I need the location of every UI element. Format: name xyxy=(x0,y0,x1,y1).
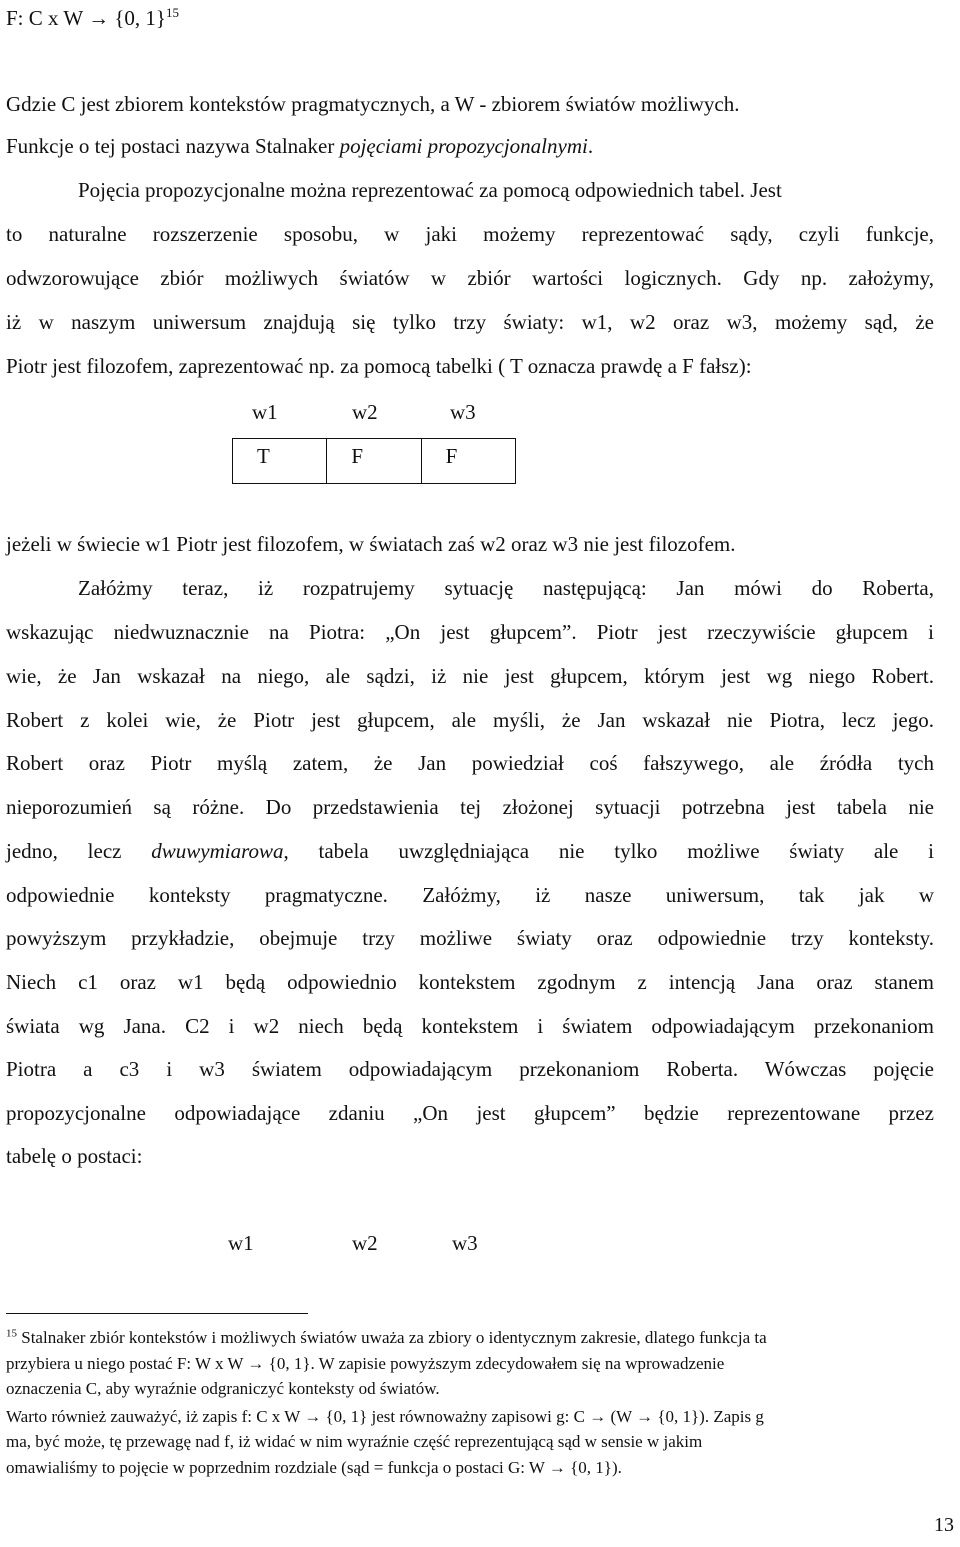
table2-header-w1: w1 xyxy=(228,1231,254,1255)
p2-line-3: odwzorowujące zbiór możliwych światów w zbiór wartości logicznych. Gdy np. założymy, xyxy=(6,266,934,290)
table1-cell-w1: T xyxy=(257,444,270,468)
p2-line-5: Piotr jest filozofem, zaprezentować np. za pomocą tabelki ( T oznacza prawdę a F fałsz): xyxy=(6,354,752,378)
p4-line-2: wskazując niedwuznacznie na Piotra: „On jest głupcem”. Piotr jest rzeczywiście głupcem i xyxy=(6,620,934,644)
p4-line-11: świata wg Jana. C2 i w2 niech będą kontekstem i światem odpowiadającym przekonaniom xyxy=(6,1014,934,1038)
footnote-line-6: omawialiśmy to pojęcie w poprzednim rozdziale (sąd = funkcja o postaci G: W → {0, 1}). xyxy=(6,1458,622,1477)
p4-line-1-text: Załóżmy teraz, iż rozpatrujemy sytuację następującą: Jan mówi do Roberta, xyxy=(78,576,934,600)
p1-line-2-text: Funkcje o tej postaci nazywa Stalnaker xyxy=(6,134,340,158)
p3-line-1: jeżeli w świecie w1 Piotr jest filozofem, w światach zaś w2 oraz w3 nie jest filozofem. xyxy=(6,532,736,556)
table1-cell-w2: F xyxy=(326,439,420,483)
footnote-number: 15 xyxy=(6,1327,17,1340)
p1-line-1: Gdzie C jest zbiorem kontekstów pragmatycznych, a W - zbiorem światów możliwych. xyxy=(6,92,740,116)
table2-header-w2: w2 xyxy=(352,1231,378,1255)
footnote-line-1 xyxy=(6,1326,948,1350)
p1-line-2-end: . xyxy=(587,134,594,158)
footnote-line-5: ma, być może, tę przewagę nad f, iż widać w nim wyraźnie część reprezentującą sąd w sensie w jakim xyxy=(6,1432,703,1451)
p4-line-5: Robert oraz Piotr myślą zatem, że Jan powiedział coś fałszywego, ale źródła tych xyxy=(6,751,934,775)
p2-line-1-text: Pojęcia propozycjonalne można reprezentować za pomocą odpowiednich tabel. Jest xyxy=(78,178,782,202)
footnote-line-2: przybiera u niego postać F: W x W → {0, 1}. W zapisie powyższym zdecydowałem się na wprowadzenie xyxy=(6,1354,725,1373)
table1-header-w3: w3 xyxy=(450,400,476,424)
table2-header-w3: w3 xyxy=(452,1231,478,1255)
emphasis-dwuwymiarowa: dwuwymiarowa xyxy=(151,839,284,863)
p4-line-7-text: jedno, lecz xyxy=(6,839,152,863)
p4-line-4: Robert z kolei wie, że Piotr jest głupcem, ale myśli, że Jan wskazał nie Piotra, lecz jego. xyxy=(6,708,934,732)
truth-value-table xyxy=(232,438,516,484)
p4-line-14: tabelę o postaci: xyxy=(6,1144,143,1168)
p4-line-10: Niech c1 oraz w1 będą odpowiednio kontekstem zgodnym z intencją Jana oraz stanem xyxy=(6,970,934,994)
footnote-line-1-text: Stalnaker zbiór kontekstów i możliwych światów uważa za zbiory o identycznym zakresie, dlatego funkcja ta xyxy=(17,1328,767,1347)
table1-cell-w3: F xyxy=(421,439,515,483)
footnote-line-4: Warto również zauważyć, iż zapis f: C x W → {0, 1} jest równoważny zapisowi g: C → (W → {0, 1}). Zapis g xyxy=(6,1407,764,1426)
emphasis-pojecia: pojęciami propozycjonalnymi xyxy=(339,134,588,158)
p4-line-7-end: , tabela uwzględniająca nie tylko możliwe światy ale i xyxy=(283,839,934,863)
p4-line-9: powyższym przykładzie, obejmuje trzy możliwe światy oraz odpowiednie trzy konteksty. xyxy=(6,926,934,950)
p4-line-13: propozycjonalne odpowiadające zdaniu „On jest głupcem” będzie reprezentowane przez xyxy=(6,1101,934,1125)
table1-header-w1: w1 xyxy=(252,400,278,424)
p4-line-12: Piotra a c3 i w3 światem odpowiadającym przekonaniom Roberta. Wówczas pojęcie xyxy=(6,1057,934,1081)
p4-line-7 xyxy=(6,837,934,865)
p2-line-2: to naturalne rozszerzenie sposobu, w jaki możemy reprezentować sądy, czyli funkcje, xyxy=(6,222,934,246)
footnote-separator xyxy=(6,1313,308,1314)
footnote-ref-15: 15 xyxy=(166,5,179,20)
p2-line-4: iż w naszym uniwersum znajdują się tylko trzy światy: w1, w2 oraz w3, możemy sąd, że xyxy=(6,310,934,334)
page-number: 13 xyxy=(934,1514,954,1536)
p4-line-3: wie, że Jan wskazał na niego, ale sądzi, iż nie jest głupcem, którym jest wg niego Robert. xyxy=(6,664,934,688)
p1-line-2 xyxy=(6,132,934,160)
p4-line-6: nieporozumień są różne. Do przedstawienia tej złożonej sytuacji potrzebna jest tabela nie xyxy=(6,795,934,819)
footnote-line-3: oznaczenia C, aby wyraźnie odgraniczyć konteksty od światów. xyxy=(6,1379,440,1398)
formula-text: F: C x W → {0, 1} xyxy=(6,6,166,30)
p4-line-8: odpowiednie konteksty pragmatyczne. Załóżmy, iż nasze uniwersum, tak jak w xyxy=(6,883,934,907)
table1-header-w2: w2 xyxy=(352,400,378,424)
formula-line xyxy=(6,4,934,32)
